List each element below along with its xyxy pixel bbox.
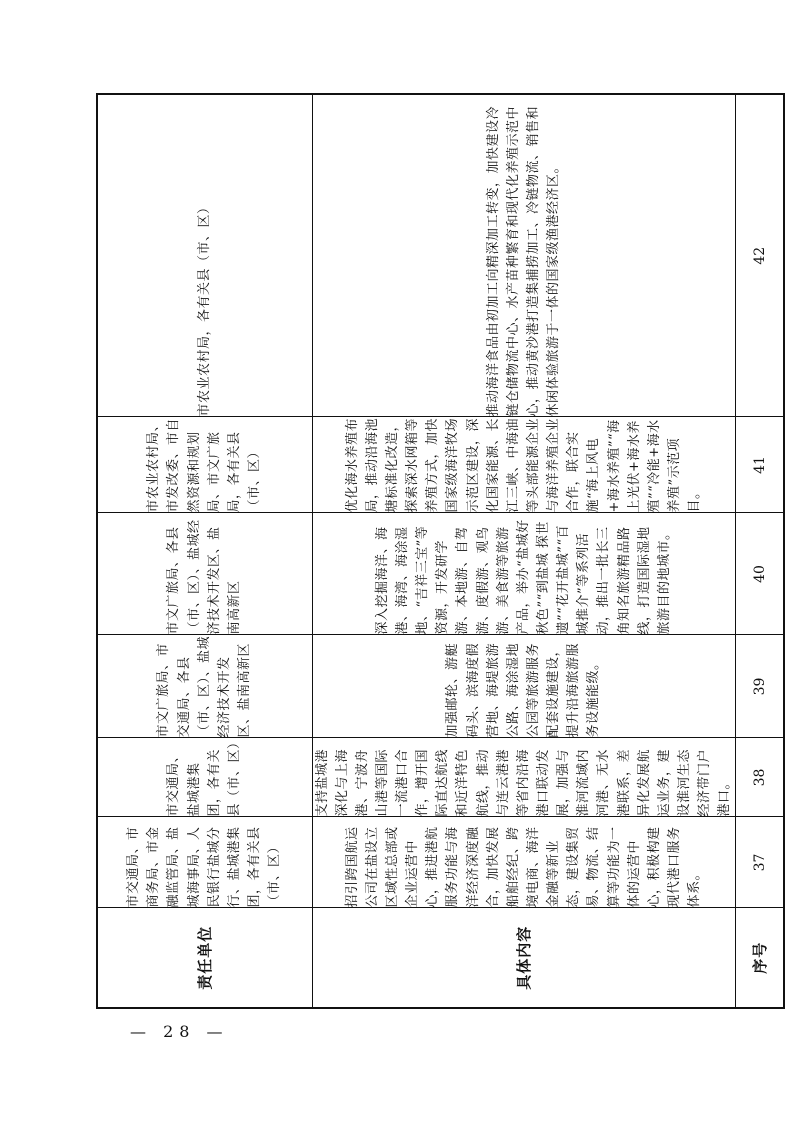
content-40: 深入挖掘海洋、海港、海湾、海涂湿地、“吉祥三宝”等资源，开发研学游、本地游、自驾游、度假游、观鸟游、美食游等旅游产品，举办“盐城好秋色”“到盐城 探世遗”“花开盐城”“百城推介”等系列活动，推出一批长三角知名旅游精品路线，打造国际湿地旅游目的地城市。 xyxy=(312,513,736,635)
index-37: 37 xyxy=(736,817,784,908)
header-responsible: 责任单位 xyxy=(97,908,312,1008)
responsibility-table xyxy=(96,93,785,1009)
index-39: 39 xyxy=(736,635,784,738)
index-40: 40 xyxy=(736,513,784,635)
header-index: 序号 xyxy=(736,908,784,1008)
responsible-42: 市农业农村局，各有关县（市、区） xyxy=(97,94,312,417)
page-number: — 28 — xyxy=(130,1022,229,1041)
content-38: 支持盐城港深化与上海港、宁波舟山港等国际一流港口合作，增开国际直达航线和近洋特色航线，推动与连云港港等省内沿海港口联动发展，加强与淮河流域内河港、无水港联系，差异化发展航运业务，建设淮河生态经济带门户港口。 xyxy=(312,738,736,817)
row-index xyxy=(736,94,784,1008)
content-37: 招引跨国航运公司在盐设立区域性总部或企业运营中心，推进港航服务功能与海洋经济深度融合，加快发展船舶经纪、跨境电商、海洋金融等新业态，建设集贸易、物流、结算等功能为一体的运营中心，积极构建现代港口服务体系。 xyxy=(312,817,736,908)
index-38: 38 xyxy=(736,738,784,817)
row-responsible xyxy=(97,94,312,1008)
index-41: 41 xyxy=(736,417,784,513)
responsible-40: 市文广旅局、各县（市、区）、盐城经济技术开发区、盐南高新区 xyxy=(97,513,312,635)
index-42: 42 xyxy=(736,94,784,417)
header-content: 具体内容 xyxy=(312,908,736,1008)
rotated-table-container xyxy=(96,95,770,1009)
responsible-37: 市交通局、市商务局、市金融监管局、盐城海事局、人民银行盐城分行、盐城港集团，各有关县（市、区） xyxy=(97,817,312,908)
responsible-39: 市文广旅局、市交通局、各县（市、区）、盐城经济技术开发区、盐南高新区 xyxy=(97,635,312,738)
row-content xyxy=(312,94,736,1008)
content-39: 加强邮轮、游艇码头、滨海度假营地、海堤旅游公路、海涂湿地公园等旅游服务配套设施建设，提升沿海旅游服务设施能级。 xyxy=(312,635,736,738)
content-42: 推动海洋食品由初加工向精深加工转变，加快建设冷链仓储物流中心、水产苗种繁育和现代化养殖示范中心，推动黄沙港打造集捕捞加工、冷链物流、销售和休闲体验旅游于一体的国家级渔港经济区。 xyxy=(312,94,736,417)
content-41: 优化海水养殖布局，推动沿海池塘标准化改造，探索深水网箱等养殖方式，加快国家级海洋牧场示范区建设，深化国家能源、长江三峡、中海油等头部能源企业与海洋养殖企业合作，联合实施“海上风电+海水养殖”“海上光伏+海水养殖”“冷能+海水养殖”示范项目。 xyxy=(312,417,736,513)
responsible-41: 市农业农村局、市发改委、市自然资源和规划局、市文广旅局，各有关县（市、区） xyxy=(97,417,312,513)
responsible-38: 市交通局、盐城港集团，各有关县（市、区） xyxy=(97,738,312,817)
